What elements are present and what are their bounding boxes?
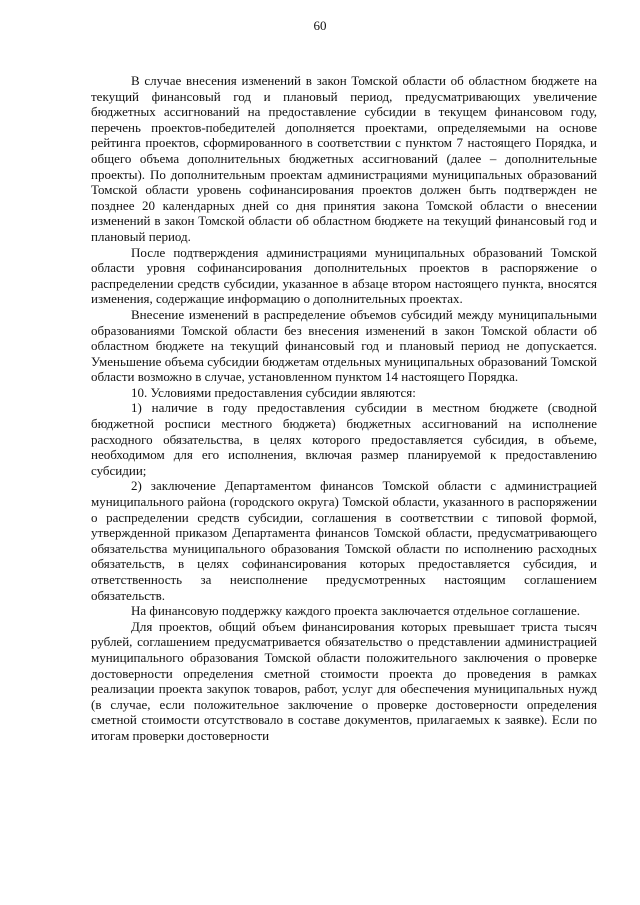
paragraph-budget-changes: В случае внесения изменений в закон Томской области об областном бюджете на текущий финансовый год и плановый период, предусматривающих увеличение бюджетных ассигнований на предоставление субсидии в текущем финансовом году, перечень проектов-победителей дополняется проектами, определяемыми на основе рейтинга проектов, сформированного в соответствии с пунктом 7 настоящего Порядка, и общего объема дополнительных бюджетных ассигнований (далее – дополнительные проекты). По дополнительным проектам администрациями муниципальных образований Томской области уровень софинансирования проектов должен быть подтвержден не позднее 20 календарных дней со дня принятия закона Томской области о внесении изменений в закон Томской области об областном бюджете на текущий финансовый год и плановый период. [91,73,597,244]
paragraph-condition-1: 1) наличие в году предоставления субсидии в местном бюджете (сводной бюджетной росписи местного бюджета) бюджетных ассигнований на исполнение расходного обязательства, в целях которого предоставляется субсидия, в объеме, необходимом для его исполнения, включая размер планируемой к предоставлению субсидии; [91,400,597,478]
paragraph-large-projects: Для проектов, общий объем финансирования которых превышает триста тысяч рублей, соглашением предусматривается обязательство о представлении администрацией муниципального образования Томской области положительного заключения о проверке достоверности определения сметной стоимости проекта до проведения в рамках реализации проекта закупок товаров, работ, услуг для обеспечения муниципальных нужд (в случае, если положительное заключение о проверке достоверности определения сметной стоимости отсутствовало в составе документов, прилагаемых к заявке). Если по итогам проверки достоверности [91,618,597,743]
paragraph-distribution-changes: Внесение изменений в распределение объемов субсидий между муниципальными образованиями Томской области без внесения изменений в закон Томской области об областном бюджете на текущий финансовый год и плановый период не допускается. Уменьшение объема субсидии бюджетам отдельных муниципальных образований Томской области возможно в случае, установленном пунктом 14 настоящего Порядка. [91,306,597,385]
paragraph-conditions-heading: 10. Условиями предоставления субсидии являются: [131,384,416,400]
paragraph-condition-2: 2) заключение Департаментом финансов Томской области с администрацией муниципального района (городского округа) Томской области, указанного в распоряжении о распределении средств субсидии, соглашения в соответствии с типовой формой, утвержденной приказом Департамента финансов Томской области, предусматривающего обязательства муниципального образования Томской области по исполнению расходных обязательств, в целях софинансирования которых предоставляется субсидия, и ответственность за неисполнение предусмотренных настоящим соглашением обязательств. [91,478,597,603]
paragraph-separate-agreement: На финансовую поддержку каждого проекта заключается отдельное соглашение. [131,603,581,619]
page-number: 60 [313,18,327,33]
document-body [91,73,597,744]
paragraph-cofinancing-confirmation: После подтверждения администрациями муниципальных образований Томской области уровня софинансирования дополнительных проектов в распоряжение о распределении средств субсидии, указанное в абзаце втором настоящего пункта, вносятся изменения, содержащие информацию о дополнительных проектах. [91,244,597,307]
